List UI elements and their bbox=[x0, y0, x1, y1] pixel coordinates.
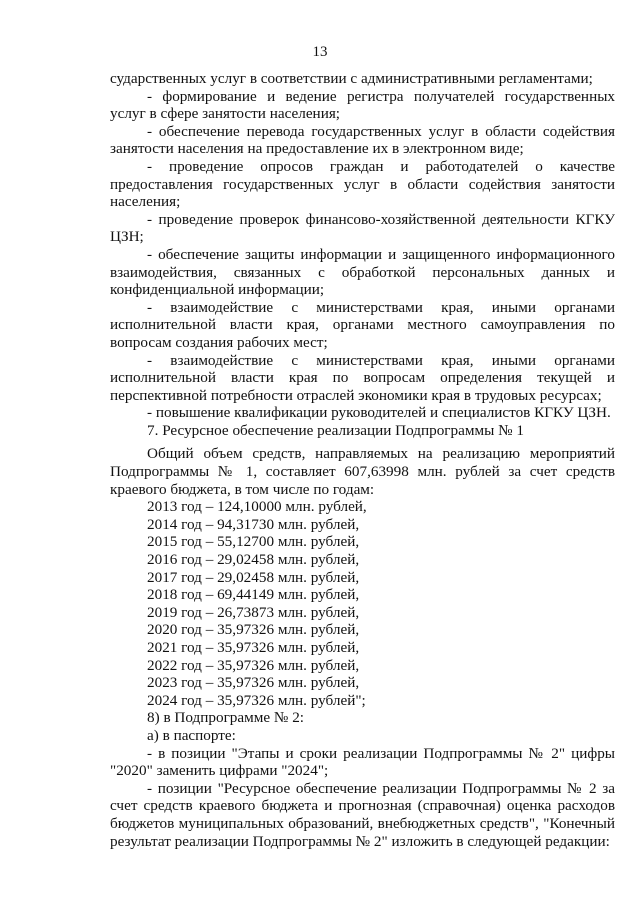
funding-year-item: 2024 год – 35,97326 млн. рублей"; bbox=[147, 691, 366, 709]
document-body bbox=[110, 70, 615, 850]
funding-intro: Общий объем средств, направляемых на реализацию мероприятий Подпрограммы № 1, составляет 607,63998 млн. рублей за счет средств краевого бюджета, в том числе по годам: bbox=[110, 445, 615, 498]
paragraph: - обеспечение перевода государственных услуг в области содействия занятости населения на предоставление их в электронном виде; bbox=[110, 122, 615, 158]
funding-year-item: 2015 год – 55,12700 млн. рублей, bbox=[147, 533, 360, 551]
paragraph: - в позиции "Этапы и сроки реализации Подпрограммы № 2" цифры "2020" заменить цифрами "2024"; bbox=[110, 744, 615, 780]
funding-year-item: 2016 год – 29,02458 млн. рублей, bbox=[147, 551, 360, 569]
paragraph: - обеспечение защиты информации и защищенного информационного взаимодействия, связанных с обработкой персональных данных и конфиденциальной информации; bbox=[110, 245, 615, 299]
funding-year-item: 2020 год – 35,97326 млн. рублей, bbox=[147, 621, 360, 639]
funding-by-year-list bbox=[110, 498, 615, 709]
section-heading: 7. Ресурсное обеспечение реализации Подпрограммы № 1 bbox=[147, 421, 524, 439]
paragraph: - формирование и ведение регистра получателей государственных услуг в сфере занятости населения; bbox=[110, 87, 615, 123]
paragraph: 8) в Подпрограмме № 2: bbox=[147, 709, 305, 727]
funding-year-item: 2023 год – 35,97326 млн. рублей, bbox=[147, 674, 360, 692]
funding-year-item: 2017 год – 29,02458 млн. рублей, bbox=[147, 568, 360, 586]
funding-year-item: 2021 год – 35,97326 млн. рублей, bbox=[147, 639, 360, 656]
paragraph: - проведение проверок финансово-хозяйственной деятельности КГКУ ЦЗН; bbox=[110, 210, 615, 246]
funding-year-item: 2022 год – 35,97326 млн. рублей, bbox=[147, 656, 360, 674]
funding-year-item: 2013 год – 124,10000 млн. рублей, bbox=[147, 498, 367, 516]
paragraph: сударственных услуг в соответствии с административными регламентами; bbox=[110, 70, 593, 87]
paragraph: а) в паспорте: bbox=[147, 726, 236, 744]
paragraph: - взаимодействие с министерствами края, иными органами исполнительной власти края, органами местного самоуправления по вопросам создания рабочих мест; bbox=[110, 298, 615, 351]
paragraph: - повышение квалификации руководителей и специалистов КГКУ ЦЗН. bbox=[147, 404, 611, 422]
page-number: 13 bbox=[312, 44, 328, 60]
funding-year-item: 2014 год – 94,31730 млн. рублей, bbox=[147, 515, 360, 533]
funding-year-item: 2019 год – 26,73873 млн. рублей, bbox=[147, 603, 360, 621]
paragraph: - позиции "Ресурсное обеспечение реализации Подпрограммы № 2 за счет средств краевого бюджета и прогнозная (справочная) оценка расходов бюджетов муниципальных образований, внебюджетных средств", "Конечный результат реализации Подпрограммы № 2" изложить в следующей редакции: bbox=[110, 779, 615, 850]
funding-year-item: 2018 год – 69,44149 млн. рублей, bbox=[147, 586, 360, 604]
paragraph: - взаимодействие с министерствами края, иными органами исполнительной власти края по вопросам определения текущей и перспективной потребности отраслей экономики края в трудовых ресурсах; bbox=[110, 351, 615, 404]
paragraph: - проведение опросов граждан и работодателей о качестве предоставления государственных услуг в области содействия занятости населения; bbox=[110, 157, 615, 211]
